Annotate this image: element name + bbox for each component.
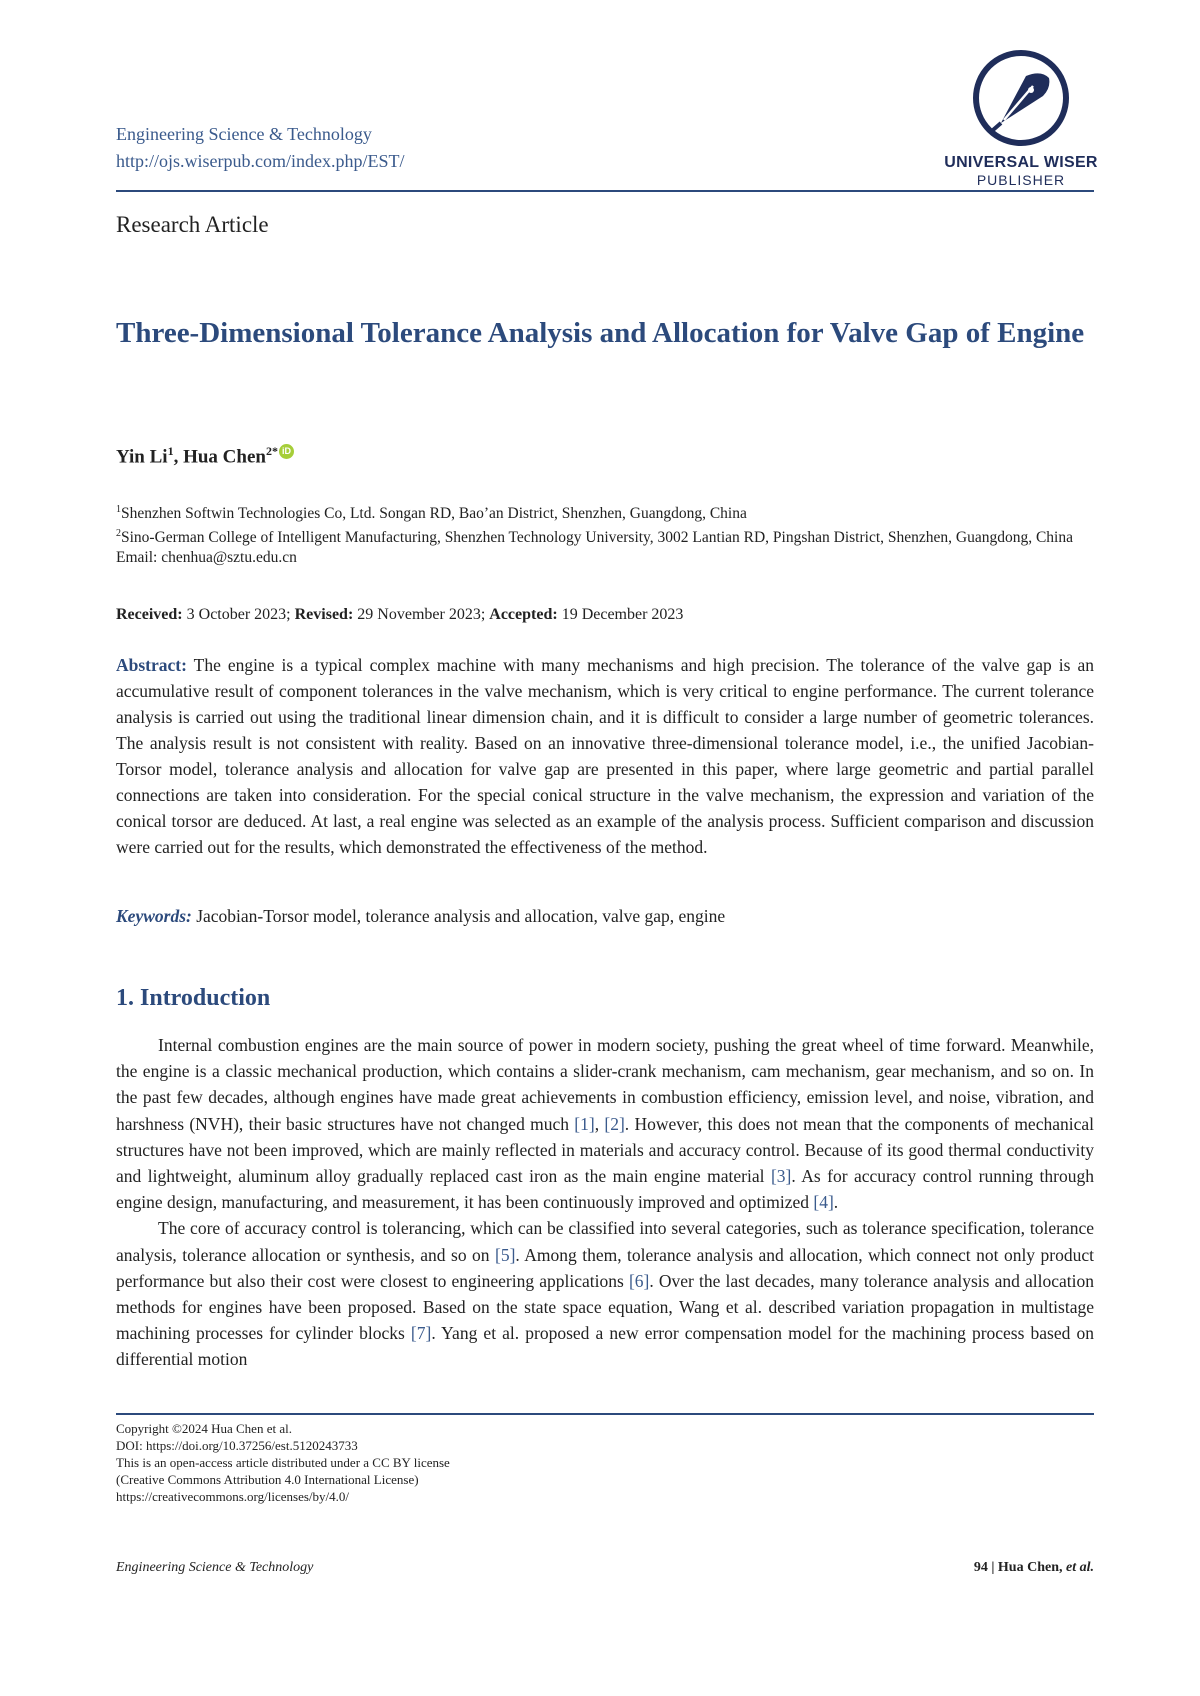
p2-text-d: . Yang et al. proposed a new error compensation model for the machining process based on differential motion	[116, 1323, 1094, 1370]
received-label: Received:	[116, 606, 183, 623]
author-list	[116, 444, 294, 468]
p2-text-c: . Over the last decades, many tolerance analysis and allocation methods for engines have been proposed. Based on the state space equation, Wang et al. described variation propagation in multistage machining processes for cylinder blocks	[116, 1270, 1094, 1344]
logo-line2: PUBLISHER	[976, 172, 1066, 188]
author-1: Yin Li	[116, 446, 168, 468]
journal-url[interactable]: http://ojs.wiserpub.com/index.php/EST/	[116, 151, 405, 171]
doi-line[interactable]: DOI: https://doi.org/10.37256/est.5120243733	[116, 1438, 358, 1453]
email[interactable]: Email: chenhua@sztu.edu.cn	[116, 549, 297, 567]
p1-text-b: ,	[594, 1113, 605, 1134]
accepted-label: Accepted:	[489, 606, 558, 623]
affiliation-2	[116, 524, 1096, 548]
p1-text-e: .	[833, 1192, 839, 1213]
copyright-line: Copyright ©2024 Hua Chen et al.	[116, 1421, 292, 1436]
license-line: This is an open-access article distributed under a CC BY license	[116, 1455, 450, 1470]
footer-etal: et al.	[1066, 1560, 1094, 1575]
p1-text-d: . As for accuracy control running through engine design, manufacturing, and measurement, it has been continuously improved and optimized	[116, 1166, 1094, 1213]
section-heading: 1. Introduction	[116, 985, 271, 1011]
citation-link[interactable]: [1]	[574, 1113, 595, 1134]
p2-text-b: . Among them, tolerance analysis and allocation, which connect not only product performance but also their cost were closest to engineering applications	[116, 1244, 1094, 1291]
p2-text-a: The core of accuracy control is tolerancing, which can be classified into several categories, such as tolerance specification, tolerance analysis, tolerance allocation or synthesis, and so on	[116, 1218, 1094, 1265]
affiliation-1-text: Shenzhen Softwin Technologies Co, Ltd. Songan RD, Bao’an District, Shenzhen, Guangdong, China	[121, 505, 747, 523]
footer-separator: |	[987, 1560, 998, 1575]
affiliations	[116, 500, 1096, 568]
accepted-date: 19 December 2023	[561, 606, 684, 623]
revised-label: Revised:	[294, 606, 354, 623]
affiliation-1-sup: 1	[116, 504, 121, 515]
paper-title: Three-Dimensional Tolerance Analysis and Allocation for Valve Gap of Engine	[116, 317, 1085, 349]
pen-nib-icon	[971, 48, 1071, 148]
orcid-icon[interactable]: iD	[279, 444, 294, 459]
received-date: 3 October 2023;	[186, 606, 291, 623]
dates	[116, 606, 683, 624]
license-name: (Creative Commons Attribution 4.0 International License)	[116, 1472, 419, 1487]
citation-link[interactable]: [7]	[410, 1323, 432, 1344]
abstract-text: The engine is a typical complex machine with many mechanisms and high precision. The tolerance of the valve gap is an accumulative result of component tolerances in the valve mechanism, which is very critical to engine performance. The current tolerance analysis is carried out using the traditional linear dimension chain, and it is difficult to consider a large number of geometric tolerances. The analysis result is not consistent with reality. Based on an innovative three-dimensional tolerance model, i.e., the unified Jacobian-Torsor model, tolerance analysis and allocation for valve gap are presented in this paper, where large geometric and partial parallel connections are taken into consideration. For the special conical structure in the valve mechanism, the expression and variation of the conical torsor are deduced. At last, a real engine was selected as an example of the analysis process. Sufficient comparison and discussion were carried out for the results, which demonstrated the effectiveness of the method.	[116, 655, 1094, 857]
author-2: Hua Chen	[183, 446, 266, 468]
affiliation-2-sup: 2	[116, 528, 121, 540]
keywords	[116, 903, 1094, 929]
citation-link[interactable]: [4]	[813, 1192, 834, 1213]
keywords-text: Jacobian-Torsor model, tolerance analysis and allocation, valve gap, engine	[196, 906, 726, 926]
header-divider	[116, 190, 1094, 192]
citation-link[interactable]: [5]	[495, 1244, 516, 1265]
author-1-sup: 1	[167, 444, 174, 458]
publisher-logo	[936, 48, 1106, 188]
abstract-label: Abstract:	[116, 655, 187, 675]
journal-name[interactable]: Engineering Science & Technology	[116, 124, 372, 144]
paragraph-2	[116, 1215, 1094, 1372]
p1-text-a: Internal combustion engines are the main source of power in modern society, pushing the great wheel of time forward. Meanwhile, the engine is a classic mechanical production, which contains a slider-crank mechanism, cam mechanism, gear mechanism, and so on. In the past few decades, although engines have made great achievements in combustion efficiency, emission level, and noise, vibration, and harshness (NVH), their basic structures have not changed much	[116, 1035, 1094, 1134]
article-type: Research Article	[116, 212, 269, 237]
license-url[interactable]: https://creativecommons.org/licenses/by/4.0/	[116, 1489, 349, 1504]
citation-link[interactable]: [2]	[604, 1113, 625, 1134]
citation-link[interactable]: [6]	[628, 1270, 650, 1291]
section-body	[116, 1032, 1094, 1373]
revised-date: 29 November 2023;	[357, 606, 486, 623]
keywords-label: Keywords:	[116, 906, 192, 926]
affiliation-1	[116, 500, 1096, 524]
author-separator: ,	[173, 446, 184, 468]
footer-author: Hua Chen,	[997, 1560, 1063, 1575]
logo-line1: UNIVERSAL WISER	[944, 154, 1098, 171]
footnote-divider	[116, 1413, 1094, 1415]
footer-page-info	[974, 1560, 1094, 1576]
citation-link[interactable]: [3]	[770, 1166, 792, 1187]
affiliation-2-text: Sino-German College of Intelligent Manufacturing, Shenzhen Technology University, 3002 Lantian RD, Pingshan District, Shenzhen, Guangdong, China	[121, 529, 1073, 547]
footer-journal: Engineering Science & Technology	[116, 1560, 314, 1575]
page-number: 94	[973, 1560, 988, 1575]
author-2-sup: 2*	[265, 444, 278, 458]
abstract	[116, 652, 1094, 860]
copyright-block	[116, 1420, 816, 1505]
paragraph-1	[116, 1032, 1094, 1215]
p1-text-c: . However, this does not mean that the components of mechanical structures have not been improved, which are mainly reflected in materials and accuracy control. Because of its good thermal conductivity and lightweight, aluminum alloy gradually replaced cast iron as the main engine material	[116, 1113, 1094, 1187]
